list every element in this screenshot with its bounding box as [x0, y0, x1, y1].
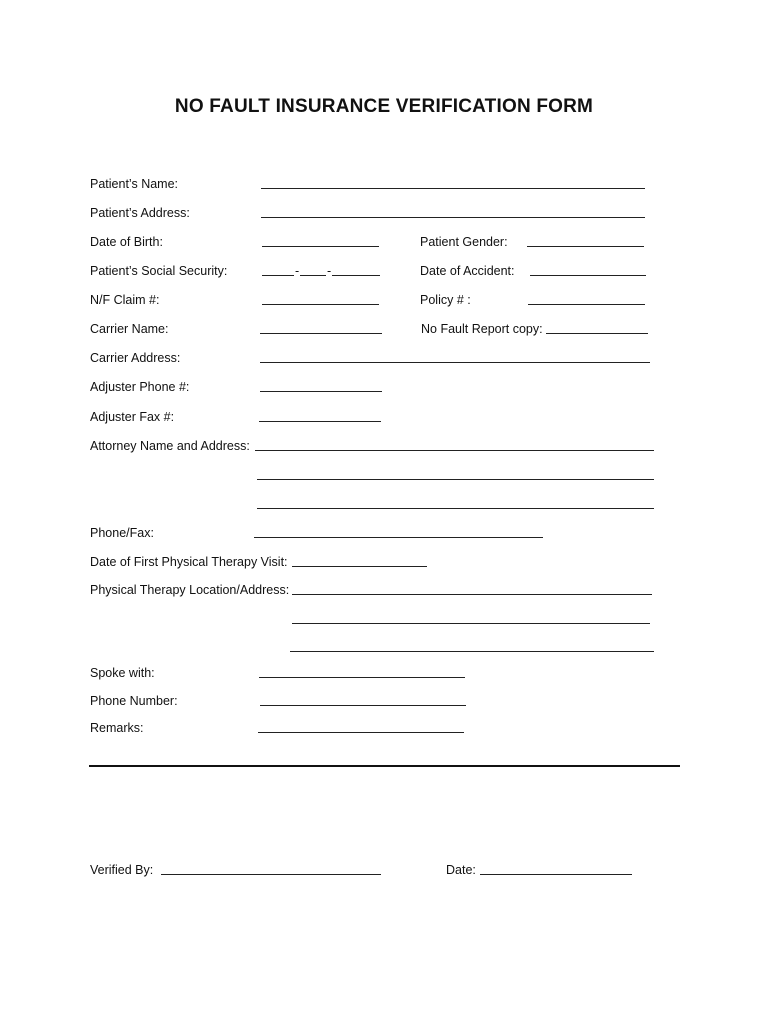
patient-address-field[interactable] — [261, 217, 645, 218]
verified-by-field[interactable] — [161, 874, 381, 875]
adjuster-phone-field[interactable] — [260, 391, 382, 392]
adjuster-fax-field[interactable] — [259, 421, 381, 422]
patient-gender-field[interactable] — [527, 246, 644, 247]
ssn-separator-2: - — [327, 264, 332, 278]
spoke-with-label: Spoke with: — [90, 666, 155, 680]
verified-by-label: Verified By: — [90, 863, 154, 877]
nf-claim-field[interactable] — [262, 304, 379, 305]
first-pt-visit-label: Date of First Physical Therapy Visit: — [90, 555, 288, 569]
phone-fax-field[interactable] — [254, 537, 543, 538]
carrier-address-field[interactable] — [260, 362, 650, 363]
adjuster-fax-label: Adjuster Fax #: — [90, 410, 175, 424]
ssn-part-2-field[interactable] — [300, 275, 326, 276]
ssn-part-1-field[interactable] — [262, 275, 294, 276]
phone-fax-label: Phone/Fax: — [90, 526, 154, 540]
phone-number-field[interactable] — [260, 705, 466, 706]
pt-location-address-line-3[interactable] — [290, 651, 654, 652]
carrier-name-label: Carrier Name: — [90, 322, 169, 336]
no-fault-report-copy-field[interactable] — [546, 333, 648, 334]
adjuster-phone-label: Adjuster Phone #: — [90, 380, 190, 394]
date-of-accident-field[interactable] — [530, 275, 646, 276]
patient-address-label: Patient’s Address: — [90, 206, 190, 220]
nf-claim-label: N/F Claim #: — [90, 293, 160, 307]
ssn-part-3-field[interactable] — [332, 275, 380, 276]
patient-gender-label: Patient Gender: — [420, 235, 508, 249]
date-label: Date: — [446, 863, 476, 877]
pt-location-address-label: Physical Therapy Location/Address: — [90, 583, 290, 597]
attorney-address-line-1[interactable] — [255, 450, 654, 451]
patient-name-label: Patient’s Name: — [90, 177, 179, 191]
policy-field[interactable] — [528, 304, 645, 305]
ssn-separator-1: - — [295, 264, 300, 278]
date-of-birth-label: Date of Birth: — [90, 235, 163, 249]
no-fault-report-copy-label: No Fault Report copy: — [421, 322, 543, 336]
remarks-field[interactable] — [258, 732, 464, 733]
attorney-address-line-2[interactable] — [257, 479, 654, 480]
carrier-name-field[interactable] — [260, 333, 382, 334]
date-of-accident-label: Date of Accident: — [420, 264, 515, 278]
remarks-label: Remarks: — [90, 721, 144, 735]
attorney-address-line-3[interactable] — [257, 508, 654, 509]
carrier-address-label: Carrier Address: — [90, 351, 181, 365]
date-of-birth-field[interactable] — [262, 246, 379, 247]
patient-name-field[interactable] — [261, 188, 645, 189]
section-divider — [89, 765, 680, 767]
pt-location-address-line-1[interactable] — [292, 594, 652, 595]
first-pt-visit-field[interactable] — [292, 566, 427, 567]
phone-number-label: Phone Number: — [90, 694, 178, 708]
attorney-name-address-label: Attorney Name and Address: — [90, 439, 250, 453]
form-title: NO FAULT INSURANCE VERIFICATION FORM — [174, 96, 594, 117]
spoke-with-field[interactable] — [259, 677, 465, 678]
patient-ssn-label: Patient’s Social Security: — [90, 264, 228, 278]
date-field[interactable] — [480, 874, 632, 875]
policy-label: Policy # : — [420, 293, 471, 307]
pt-location-address-line-2[interactable] — [292, 623, 650, 624]
